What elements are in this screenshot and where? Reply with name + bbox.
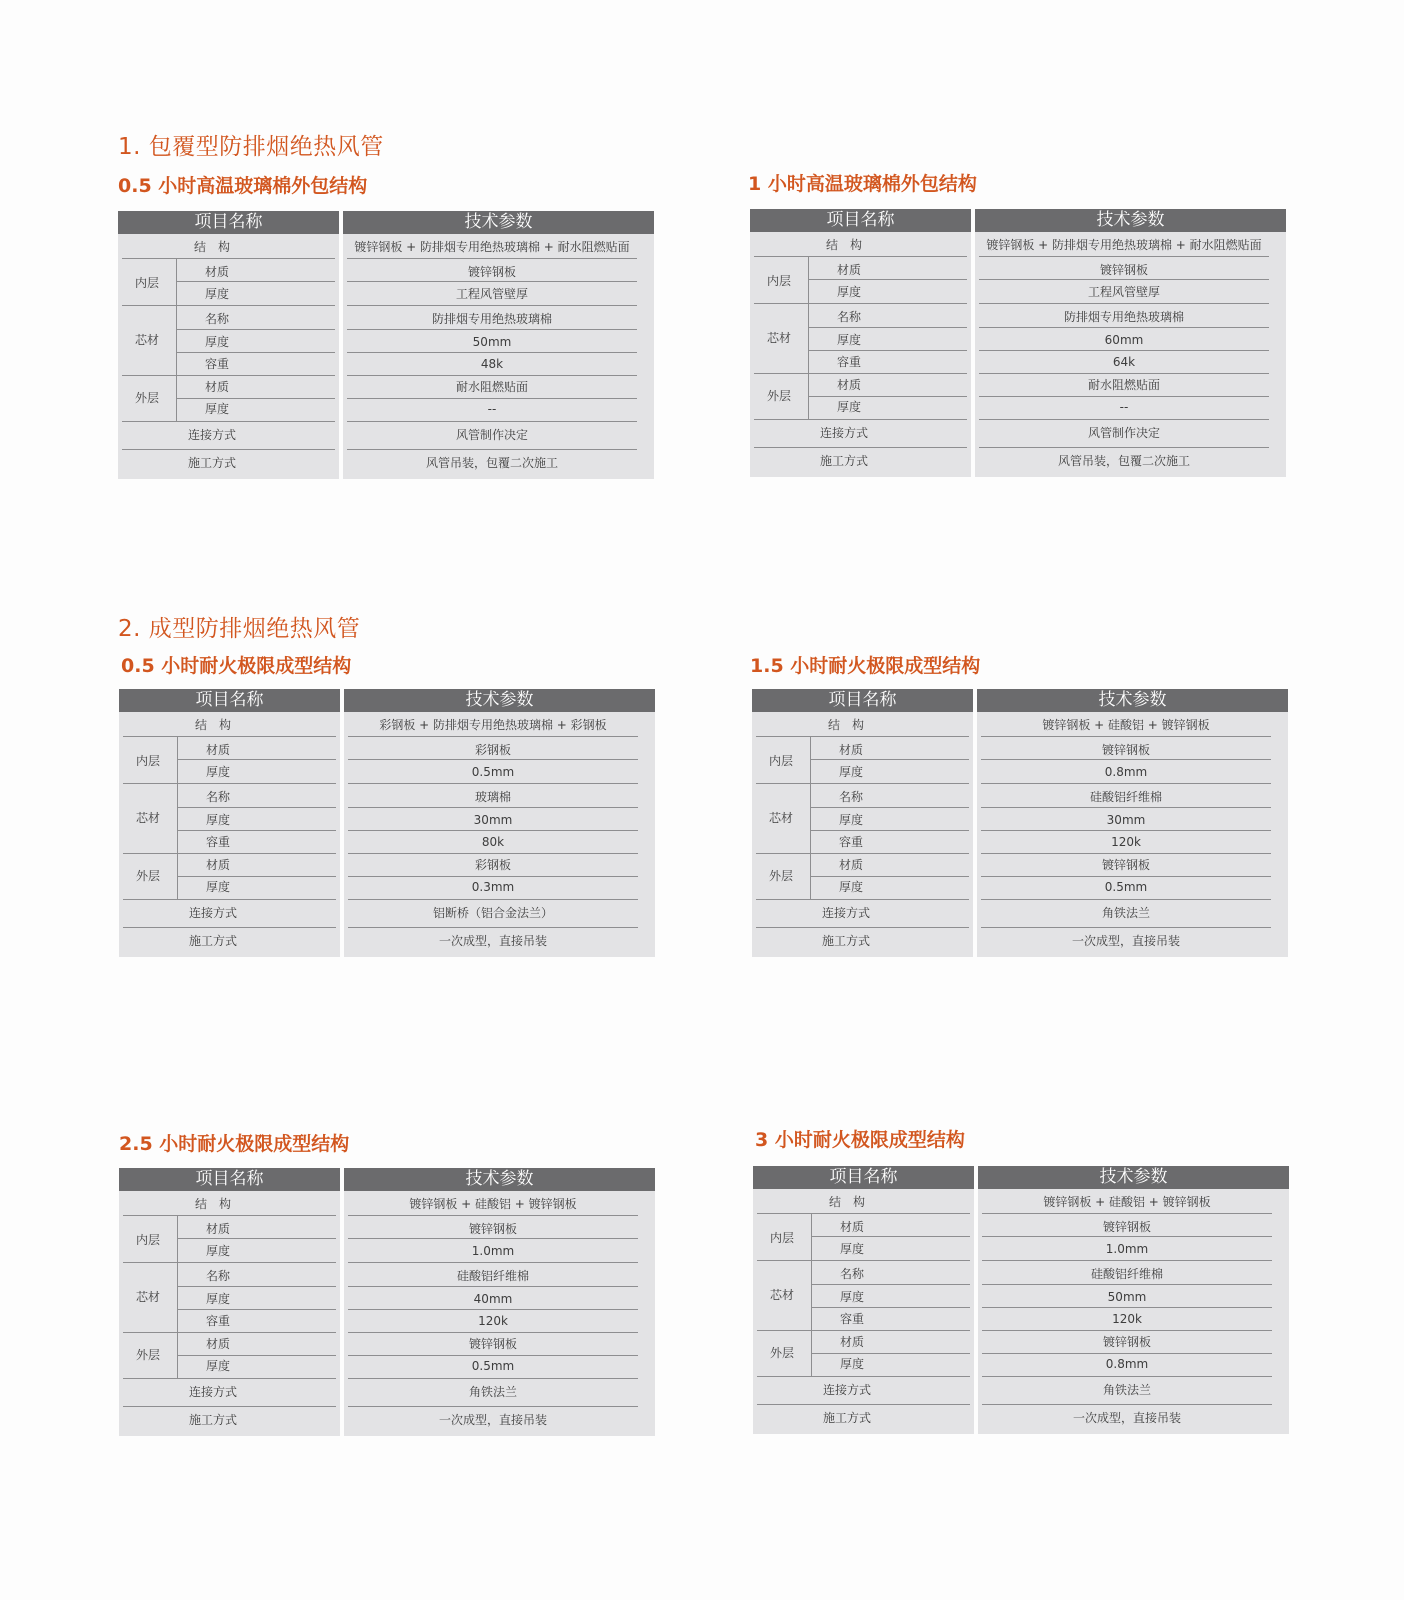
spec-table xyxy=(752,689,1288,957)
header-name: 项目名称 xyxy=(750,209,971,232)
value-core-thickness: 50mm xyxy=(1107,1290,1147,1304)
section-1-title: 1. 包覆型防排烟绝热风管 xyxy=(118,134,384,160)
field-label-thickness: 厚度 xyxy=(838,880,863,894)
field-label-structure: 结 构 xyxy=(825,238,862,252)
value-construction: 一次成型，直接吊装 xyxy=(1071,934,1180,948)
row-divider xyxy=(123,1332,336,1333)
value-construction: 风管吊装，包覆二次施工 xyxy=(1057,454,1190,468)
row-divider xyxy=(347,398,637,399)
value-core-density: 48k xyxy=(480,357,504,371)
field-label-thickness: 厚度 xyxy=(838,813,863,827)
field-label-material: 材质 xyxy=(836,263,861,277)
field-label-density: 容重 xyxy=(839,1312,864,1326)
value-outer-thickness: 0.3mm xyxy=(471,880,515,894)
value-structure: 镀锌钢板 + 硅酸铝 + 镀锌钢板 xyxy=(1043,1195,1211,1209)
header-param: 技术参数 xyxy=(344,689,655,712)
row-divider xyxy=(981,927,1271,928)
field-label-construction: 施工方式 xyxy=(821,934,870,948)
value-structure: 镀锌钢板 + 硅酸铝 + 镀锌钢板 xyxy=(409,1197,577,1211)
spec-table xyxy=(750,209,1286,477)
name-column xyxy=(750,209,971,477)
group-label-core: 芯材 xyxy=(135,811,160,825)
row-divider xyxy=(178,1309,336,1310)
row-divider xyxy=(348,783,638,784)
value-connection: 角铁法兰 xyxy=(1102,1383,1151,1397)
row-divider xyxy=(177,281,335,282)
value-core-name: 硅酸铝纤维棉 xyxy=(1089,790,1162,804)
row-divider xyxy=(979,350,1269,351)
spec-table xyxy=(119,1168,655,1436)
row-divider xyxy=(347,449,637,450)
spec-table xyxy=(119,689,655,957)
row-divider xyxy=(979,373,1269,374)
row-divider xyxy=(981,853,1271,854)
field-label-material: 材质 xyxy=(205,743,230,757)
value-outer-material: 镀锌钢板 xyxy=(1101,858,1150,872)
value-core-thickness: 30mm xyxy=(1106,813,1146,827)
row-divider xyxy=(122,375,335,376)
header-name: 项目名称 xyxy=(752,689,973,712)
row-divider xyxy=(979,256,1269,257)
group-label-inner: 内层 xyxy=(135,1233,160,1247)
value-inner-material: 镀锌钢板 xyxy=(1099,263,1148,277)
header-param: 技术参数 xyxy=(978,1166,1289,1189)
row-divider xyxy=(348,1332,638,1333)
row-divider xyxy=(122,258,335,259)
row-divider xyxy=(812,1353,970,1354)
row-divider xyxy=(811,807,969,808)
field-label-connection: 连接方式 xyxy=(187,428,236,442)
row-divider xyxy=(756,783,969,784)
field-label-material: 材质 xyxy=(838,858,863,872)
field-label-structure: 结 构 xyxy=(194,1197,231,1211)
field-label-construction: 施工方式 xyxy=(819,454,868,468)
row-divider xyxy=(754,373,967,374)
row-divider xyxy=(812,1307,970,1308)
header-param: 技术参数 xyxy=(343,211,654,234)
table-title: 1.5 小时耐火极限成型结构 xyxy=(750,655,981,677)
group-label-inner: 内层 xyxy=(769,1231,794,1245)
row-divider xyxy=(347,352,637,353)
row-divider xyxy=(982,1284,1272,1285)
value-structure: 彩钢板 + 防排烟专用绝热玻璃棉 + 彩钢板 xyxy=(379,718,607,732)
spec-table xyxy=(118,211,654,479)
row-divider xyxy=(756,927,969,928)
field-label-material: 材质 xyxy=(839,1335,864,1349)
row-divider xyxy=(123,927,336,928)
field-label-thickness: 厚度 xyxy=(836,285,861,299)
header-param: 技术参数 xyxy=(344,1168,655,1191)
row-divider xyxy=(757,1213,970,1214)
row-divider xyxy=(757,1260,970,1261)
row-divider xyxy=(348,876,638,877)
value-inner-thickness: 1.0mm xyxy=(1105,1242,1149,1256)
table-title: 0.5 小时耐火极限成型结构 xyxy=(121,655,352,677)
header-name: 项目名称 xyxy=(119,689,340,712)
value-inner-thickness: 1.0mm xyxy=(471,1244,515,1258)
row-divider xyxy=(347,258,637,259)
row-divider xyxy=(979,303,1269,304)
group-label-core: 芯材 xyxy=(135,1290,160,1304)
row-divider xyxy=(123,1378,336,1379)
table-title: 2.5 小时耐火极限成型结构 xyxy=(119,1133,350,1155)
field-label-density: 容重 xyxy=(204,357,229,371)
row-divider xyxy=(123,783,336,784)
value-core-name: 硅酸铝纤维棉 xyxy=(1090,1267,1163,1281)
value-structure: 镀锌钢板 + 硅酸铝 + 镀锌钢板 xyxy=(1042,718,1210,732)
row-divider xyxy=(979,396,1269,397)
field-label-connection: 连接方式 xyxy=(821,906,870,920)
value-core-thickness: 30mm xyxy=(473,813,513,827)
value-outer-material: 镀锌钢板 xyxy=(1102,1335,1151,1349)
row-divider xyxy=(348,1262,638,1263)
value-inner-material: 镀锌钢板 xyxy=(468,1222,517,1236)
value-construction: 一次成型，直接吊装 xyxy=(1072,1411,1181,1425)
row-divider xyxy=(981,899,1271,900)
group-label-core: 芯材 xyxy=(766,331,791,345)
row-divider xyxy=(757,1376,970,1377)
row-divider xyxy=(178,1286,336,1287)
row-divider xyxy=(982,1236,1272,1237)
row-divider xyxy=(178,876,336,877)
param-column xyxy=(344,1168,655,1436)
row-divider xyxy=(348,853,638,854)
field-label-connection: 连接方式 xyxy=(822,1383,871,1397)
row-divider xyxy=(756,899,969,900)
param-column xyxy=(343,211,654,479)
field-label-name: 名称 xyxy=(839,1267,864,1281)
field-label-thickness: 厚度 xyxy=(205,1244,230,1258)
row-divider xyxy=(347,421,637,422)
field-label-structure: 结 构 xyxy=(828,1195,865,1209)
group-label-outer: 外层 xyxy=(769,1346,794,1360)
field-label-construction: 施工方式 xyxy=(187,456,236,470)
row-divider xyxy=(348,736,638,737)
table-title: 0.5 小时高温玻璃棉外包结构 xyxy=(118,175,368,197)
value-outer-material: 耐水阻燃贴面 xyxy=(455,380,528,394)
row-divider xyxy=(982,1376,1272,1377)
field-label-structure: 结 构 xyxy=(827,718,864,732)
row-divider xyxy=(178,830,336,831)
param-column xyxy=(978,1166,1289,1434)
field-label-structure: 结 构 xyxy=(193,240,230,254)
row-divider xyxy=(754,256,967,257)
row-divider xyxy=(981,830,1271,831)
field-label-thickness: 厚度 xyxy=(205,1359,230,1373)
row-divider xyxy=(756,853,969,854)
row-divider xyxy=(347,305,637,306)
field-label-name: 名称 xyxy=(836,310,861,324)
value-outer-thickness: 0.8mm xyxy=(1105,1357,1149,1371)
name-column xyxy=(118,211,339,479)
row-divider xyxy=(811,876,969,877)
row-divider xyxy=(982,1260,1272,1261)
row-divider xyxy=(812,1284,970,1285)
row-divider xyxy=(809,350,967,351)
value-structure: 镀锌钢板 + 防排烟专用绝热玻璃棉 + 耐水阻燃贴面 xyxy=(986,238,1262,252)
row-divider xyxy=(754,447,967,448)
group-label-core: 芯材 xyxy=(769,1288,794,1302)
field-label-material: 材质 xyxy=(205,858,230,872)
value-inner-thickness: 工程风管壁厚 xyxy=(1087,285,1160,299)
field-label-thickness: 厚度 xyxy=(204,402,229,416)
row-divider xyxy=(123,899,336,900)
row-divider xyxy=(982,1330,1272,1331)
row-divider xyxy=(754,419,967,420)
row-divider xyxy=(754,303,967,304)
value-outer-thickness: -- xyxy=(487,402,497,416)
row-divider xyxy=(348,1286,638,1287)
field-label-structure: 结 构 xyxy=(194,718,231,732)
param-column xyxy=(977,689,1288,957)
value-inner-material: 镀锌钢板 xyxy=(467,265,516,279)
value-core-name: 防排烟专用绝热玻璃棉 xyxy=(431,312,552,326)
value-outer-thickness: -- xyxy=(1119,400,1129,414)
group-label-outer: 外层 xyxy=(135,1348,160,1362)
row-divider xyxy=(348,899,638,900)
value-outer-material: 镀锌钢板 xyxy=(468,1337,517,1351)
row-divider xyxy=(123,1215,336,1216)
value-inner-material: 彩钢板 xyxy=(474,743,511,757)
row-divider xyxy=(809,279,967,280)
row-divider xyxy=(981,783,1271,784)
group-label-outer: 外层 xyxy=(134,391,159,405)
field-label-name: 名称 xyxy=(205,1269,230,1283)
value-core-name: 硅酸铝纤维棉 xyxy=(456,1269,529,1283)
row-divider xyxy=(981,736,1271,737)
field-label-thickness: 厚度 xyxy=(839,1357,864,1371)
field-label-name: 名称 xyxy=(838,790,863,804)
group-label-inner: 内层 xyxy=(768,754,793,768)
field-label-connection: 连接方式 xyxy=(819,426,868,440)
row-divider xyxy=(122,421,335,422)
row-divider xyxy=(178,807,336,808)
row-divider xyxy=(123,736,336,737)
field-label-thickness: 厚度 xyxy=(204,287,229,301)
field-label-material: 材质 xyxy=(205,1222,230,1236)
field-label-thickness: 厚度 xyxy=(204,335,229,349)
row-divider xyxy=(981,759,1271,760)
row-divider xyxy=(979,419,1269,420)
name-column xyxy=(119,1168,340,1436)
value-core-thickness: 40mm xyxy=(473,1292,513,1306)
field-label-thickness: 厚度 xyxy=(839,1290,864,1304)
group-label-core: 芯材 xyxy=(768,811,793,825)
value-core-thickness: 60mm xyxy=(1104,333,1144,347)
row-divider xyxy=(123,1406,336,1407)
value-core-density: 120k xyxy=(1111,835,1141,849)
header-param: 技术参数 xyxy=(975,209,1286,232)
spec-table xyxy=(753,1166,1289,1434)
group-label-outer: 外层 xyxy=(768,869,793,883)
row-divider xyxy=(979,447,1269,448)
field-label-density: 容重 xyxy=(836,355,861,369)
field-label-name: 名称 xyxy=(205,790,230,804)
field-label-material: 材质 xyxy=(836,378,861,392)
field-label-material: 材质 xyxy=(205,1337,230,1351)
row-divider xyxy=(177,398,335,399)
value-inner-material: 镀锌钢板 xyxy=(1102,1220,1151,1234)
group-label-inner: 内层 xyxy=(134,276,159,290)
value-core-name: 玻璃棉 xyxy=(474,790,511,804)
name-column xyxy=(753,1166,974,1434)
group-label-inner: 内层 xyxy=(135,754,160,768)
value-construction: 一次成型，直接吊装 xyxy=(438,1413,547,1427)
table-title: 3 小时耐火极限成型结构 xyxy=(755,1129,965,1151)
field-label-density: 容重 xyxy=(205,1314,230,1328)
field-label-name: 名称 xyxy=(204,312,229,326)
section-2-title: 2. 成型防排烟绝热风管 xyxy=(118,616,361,642)
value-inner-thickness: 0.8mm xyxy=(1104,765,1148,779)
row-divider xyxy=(348,1215,638,1216)
value-connection: 角铁法兰 xyxy=(468,1385,517,1399)
name-column xyxy=(752,689,973,957)
row-divider xyxy=(756,736,969,737)
row-divider xyxy=(982,1353,1272,1354)
value-core-density: 80k xyxy=(481,835,505,849)
value-construction: 风管吊装，包覆二次施工 xyxy=(425,456,558,470)
row-divider xyxy=(757,1404,970,1405)
row-divider xyxy=(347,329,637,330)
value-structure: 镀锌钢板 + 防排烟专用绝热玻璃棉 + 耐水阻燃贴面 xyxy=(354,240,630,254)
name-column xyxy=(119,689,340,957)
field-label-density: 容重 xyxy=(838,835,863,849)
row-divider xyxy=(812,1236,970,1237)
group-label-inner: 内层 xyxy=(766,274,791,288)
row-divider xyxy=(348,1238,638,1239)
header-name: 项目名称 xyxy=(119,1168,340,1191)
row-divider xyxy=(979,327,1269,328)
field-label-material: 材质 xyxy=(204,380,229,394)
field-label-thickness: 厚度 xyxy=(838,765,863,779)
row-divider xyxy=(811,830,969,831)
field-label-thickness: 厚度 xyxy=(205,880,230,894)
row-divider xyxy=(347,281,637,282)
row-divider xyxy=(979,279,1269,280)
row-divider xyxy=(809,396,967,397)
group-label-outer: 外层 xyxy=(135,869,160,883)
field-label-thickness: 厚度 xyxy=(836,400,861,414)
row-divider xyxy=(348,927,638,928)
header-name: 项目名称 xyxy=(118,211,339,234)
row-divider xyxy=(123,1262,336,1263)
row-divider xyxy=(348,1355,638,1356)
row-divider xyxy=(348,759,638,760)
row-divider xyxy=(809,327,967,328)
row-divider xyxy=(347,375,637,376)
row-divider xyxy=(348,1309,638,1310)
value-core-thickness: 50mm xyxy=(472,335,512,349)
row-divider xyxy=(178,1238,336,1239)
value-inner-thickness: 0.5mm xyxy=(471,765,515,779)
field-label-thickness: 厚度 xyxy=(836,333,861,347)
field-label-connection: 连接方式 xyxy=(188,1385,237,1399)
header-param: 技术参数 xyxy=(977,689,1288,712)
value-outer-thickness: 0.5mm xyxy=(471,1359,515,1373)
row-divider xyxy=(348,1378,638,1379)
param-column xyxy=(344,689,655,957)
row-divider xyxy=(982,1307,1272,1308)
value-connection: 铝断桥（铝合金法兰） xyxy=(432,906,553,920)
field-label-construction: 施工方式 xyxy=(188,1413,237,1427)
row-divider xyxy=(123,853,336,854)
row-divider xyxy=(811,759,969,760)
value-outer-material: 耐水阻燃贴面 xyxy=(1087,378,1160,392)
row-divider xyxy=(757,1330,970,1331)
value-inner-material: 镀锌钢板 xyxy=(1101,743,1150,757)
row-divider xyxy=(178,759,336,760)
row-divider xyxy=(348,1406,638,1407)
value-outer-thickness: 0.5mm xyxy=(1104,880,1148,894)
value-core-density: 120k xyxy=(478,1314,508,1328)
row-divider xyxy=(981,807,1271,808)
value-core-name: 防排烟专用绝热玻璃棉 xyxy=(1063,310,1184,324)
param-column xyxy=(975,209,1286,477)
field-label-material: 材质 xyxy=(839,1220,864,1234)
row-divider xyxy=(122,449,335,450)
field-label-thickness: 厚度 xyxy=(839,1242,864,1256)
value-outer-material: 彩钢板 xyxy=(474,858,511,872)
row-divider xyxy=(981,876,1271,877)
field-label-connection: 连接方式 xyxy=(188,906,237,920)
value-core-density: 64k xyxy=(1112,355,1136,369)
value-core-density: 120k xyxy=(1112,1312,1142,1326)
row-divider xyxy=(348,830,638,831)
row-divider xyxy=(348,807,638,808)
row-divider xyxy=(982,1404,1272,1405)
field-label-construction: 施工方式 xyxy=(188,934,237,948)
field-label-thickness: 厚度 xyxy=(205,1292,230,1306)
field-label-material: 材质 xyxy=(838,743,863,757)
value-inner-thickness: 工程风管壁厚 xyxy=(455,287,528,301)
value-connection: 风管制作决定 xyxy=(1087,426,1160,440)
row-divider xyxy=(177,329,335,330)
value-construction: 一次成型，直接吊装 xyxy=(438,934,547,948)
row-divider xyxy=(982,1213,1272,1214)
field-label-material: 材质 xyxy=(204,265,229,279)
row-divider xyxy=(177,352,335,353)
field-label-thickness: 厚度 xyxy=(205,813,230,827)
header-name: 项目名称 xyxy=(753,1166,974,1189)
group-label-core: 芯材 xyxy=(134,333,159,347)
table-title: 1 小时高温玻璃棉外包结构 xyxy=(748,173,977,195)
group-label-outer: 外层 xyxy=(766,389,791,403)
field-label-thickness: 厚度 xyxy=(205,765,230,779)
row-divider xyxy=(178,1355,336,1356)
value-connection: 风管制作决定 xyxy=(455,428,528,442)
field-label-density: 容重 xyxy=(205,835,230,849)
value-connection: 角铁法兰 xyxy=(1101,906,1150,920)
field-label-construction: 施工方式 xyxy=(822,1411,871,1425)
row-divider xyxy=(122,305,335,306)
